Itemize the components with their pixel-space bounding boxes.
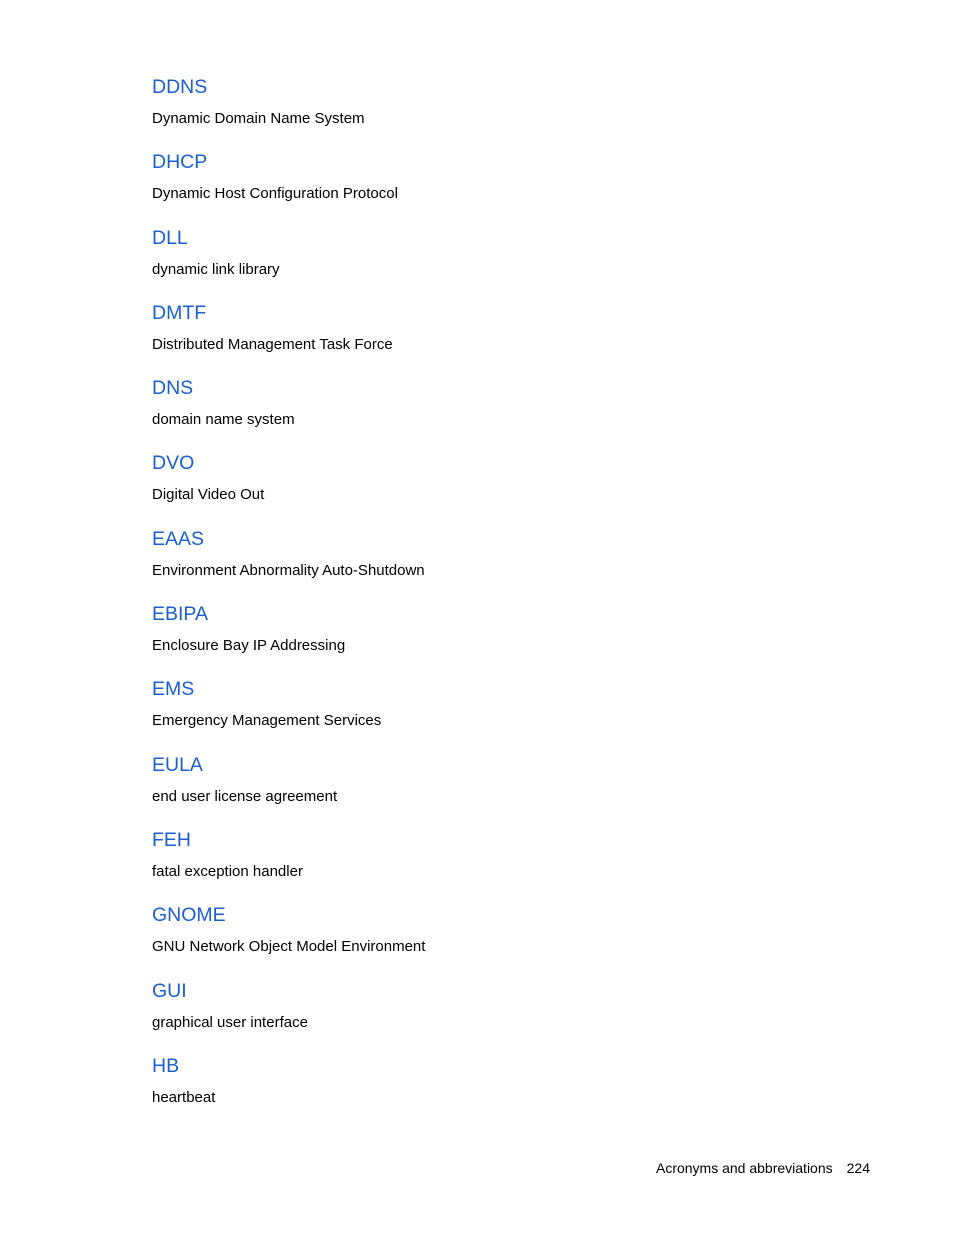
acronym-definition: domain name system	[152, 411, 295, 429]
acronym-list	[152, 74, 852, 1128]
acronym-definition: Digital Video Out	[152, 486, 265, 504]
acronym-entry	[152, 827, 852, 902]
acronym-entry	[152, 978, 852, 1053]
acronym-entry	[152, 1053, 852, 1128]
acronym-entry	[152, 300, 852, 375]
acronym-term[interactable]: DNS	[152, 377, 194, 400]
acronym-term[interactable]: DHCP	[152, 151, 208, 174]
acronym-term[interactable]: GNOME	[152, 904, 226, 927]
acronym-entry	[152, 225, 852, 300]
acronym-entry	[152, 375, 852, 450]
acronym-entry	[152, 752, 852, 827]
acronym-term[interactable]: EAAS	[152, 527, 205, 550]
acronym-entry	[152, 601, 852, 676]
acronym-entry	[152, 450, 852, 525]
acronym-term[interactable]: EBIPA	[152, 603, 208, 626]
acronym-term[interactable]: FEH	[152, 828, 191, 851]
acronym-definition: Distributed Management Task Force	[152, 335, 393, 353]
acronym-entry	[152, 74, 852, 149]
acronym-definition: fatal exception handler	[152, 862, 303, 880]
acronym-definition: GNU Network Object Model Environment	[152, 938, 426, 956]
acronym-term[interactable]: DLL	[152, 226, 188, 249]
acronym-term[interactable]: DVO	[152, 452, 195, 475]
acronym-definition: Dynamic Domain Name System	[152, 110, 365, 127]
page-number: 224	[846, 1160, 870, 1176]
acronym-entry	[152, 676, 852, 751]
acronym-definition: Dynamic Host Configuration Protocol	[152, 185, 398, 203]
acronym-definition: dynamic link library	[152, 260, 280, 278]
acronym-definition: Enclosure Bay IP Addressing	[152, 637, 346, 655]
page-footer	[656, 1158, 870, 1178]
acronym-definition: heartbeat	[152, 1088, 216, 1106]
acronym-term[interactable]: GUI	[152, 979, 187, 1002]
acronym-term[interactable]: HB	[152, 1054, 180, 1077]
acronym-entry	[152, 526, 852, 601]
acronym-term[interactable]: EMS	[152, 678, 195, 701]
acronym-entry	[152, 149, 852, 224]
acronym-term[interactable]: EULA	[152, 753, 203, 776]
acronym-definition: Emergency Management Services	[152, 712, 382, 730]
acronym-entry	[152, 902, 852, 977]
acronym-term[interactable]: DMTF	[152, 301, 207, 324]
acronym-term[interactable]: DDNS	[152, 76, 208, 98]
acronym-definition: end user license agreement	[152, 787, 338, 805]
acronym-definition: Environment Abnormality Auto-Shutdown	[152, 561, 425, 579]
footer-section-title: Acronyms and abbreviations	[655, 1160, 833, 1176]
acronym-definition: graphical user interface	[152, 1013, 308, 1031]
